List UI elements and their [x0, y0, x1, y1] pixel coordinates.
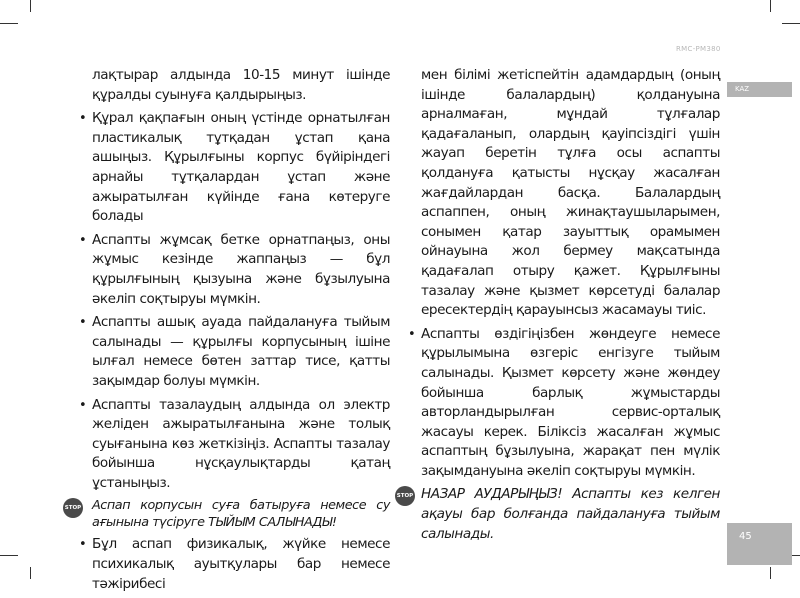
- model-code: RMC-PM380: [676, 45, 721, 53]
- crop-mark: [770, 0, 771, 12]
- left-column: [64, 66, 390, 598]
- crop-mark: [770, 567, 771, 579]
- right-continuation: мен білімі жетіспейтін адамдардың (оның ішінде балалардың) қолдануына арналмаған, мұндай тұлғалар қадағаланып, олардың қауіпсіздігі үшін жауап беретін тұлға осы аспапты қолдануға қатысты нұсқау жасалған жағдайлардан басқа. Балалардың аспаппен, оның жинақтаушыларымен, сонымен қатар зауыттық орамымен ойнауына жол бермеу мақсатында қадағалап отыру қажет. Құрылғыны тазалау және қызмет көрсетуді балалар ересектердің қарауынсыз жасамауы тиіс.: [421, 67, 720, 319]
- crop-mark: [0, 555, 18, 556]
- bullet-icon: •: [79, 537, 87, 553]
- stop-icon: STOP: [63, 498, 83, 518]
- bullet-icon: •: [79, 111, 87, 127]
- crop-mark: [30, 0, 31, 12]
- page-number-box: [727, 523, 792, 565]
- list-item: • Аспапты тазалаудың алдында ол электр желіден ажыратылғанына және толық суығанына көз жеткізіңіз. Аспапты тазалау бойынша нұсқаулықтарды қатаң ұстаныңыз.: [79, 396, 390, 491]
- crop-mark: [30, 567, 31, 579]
- list-item: • Бұл аспап физикалық, жүйке немесе психикалық ауытқулары бар немесе тәжірибесі: [79, 536, 390, 592]
- list-item: • Аспапты ашық ауада пайдалануға тыйым салынады — құрылғы корпусының ішіне ылғал немесе бөтен заттар тисе, қатты зақымдар болуы мүмкін.: [79, 314, 390, 389]
- page-number: 45: [739, 531, 752, 542]
- bullet-icon: •: [79, 397, 87, 413]
- stop-icon: STOP: [395, 486, 415, 506]
- list-item: • Құрал қақпағын оның үстінде орнатылған пластикалық тұтқадан ұстап қана ашыңыз. Құрылғыны корпус бүйіріндегі арнайы тұтқалардан ұстап және ажыратылған күйінде ғана көтеруге болады: [79, 110, 390, 225]
- warning-note: STOP НАЗАР АУДАРЫҢЫЗ! Аспапты кез келген ақауы бар болғанда пайдалануға тыйым салынады.: [396, 486, 720, 542]
- crop-mark: [0, 23, 18, 24]
- crop-mark: [782, 23, 800, 24]
- bullet-icon: •: [79, 315, 87, 331]
- bullet-icon: •: [79, 232, 87, 248]
- left-intro: лақтырар алдында 10-15 минут ішінде құралды суынуға қалдырыңыз.: [92, 67, 390, 103]
- right-column: [396, 66, 720, 548]
- list-item: • Аспапты өздігіңізбен жөндеуге немесе құрылымына өзгеріс енгізуге тыйым салынады. Қызмет көрсету және жөндеу бойынша барлық жұмыстарды авторландырылған сервис-орталық жасауы керек. Біліксіз жасалған жұмыс аспаптың бұзылуына, жарақат пен мүлік зақымдануына әкеліп соқтыруы мүмкін.: [408, 325, 720, 479]
- bullet-icon: •: [408, 326, 416, 342]
- list-item: • Аспапты жұмсақ бетке орнатпаңыз, оны жұмыс кезінде жаппаңыз — бұл құрылғының қызуына және бұзылуына әкеліп соқтыруы мүмкін.: [79, 231, 390, 307]
- warning-note: STOP Аспап корпусын суға батыруға немесе су ағынына түсіруге ТЫЙЫМ САЛЫНАДЫ!: [64, 498, 390, 531]
- language-tab: KAZ: [727, 82, 792, 97]
